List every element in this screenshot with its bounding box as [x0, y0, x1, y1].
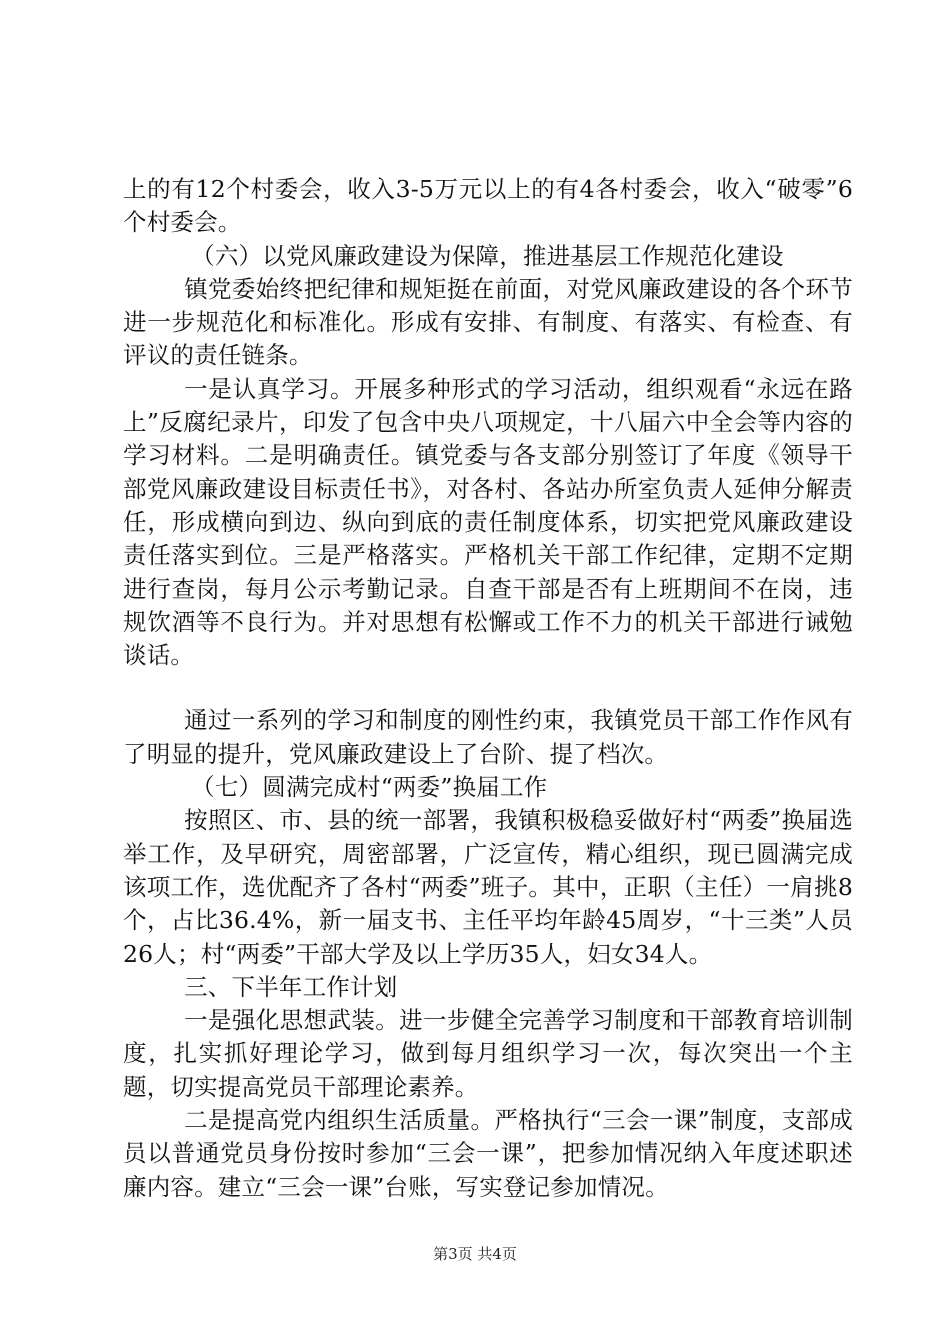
- paragraph-income-stats: 上的有12个村委会，收入3-5万元以上的有4各村委会，收入“破零”6个村委会。: [123, 175, 853, 237]
- paragraph-election: 按照区、市、县的统一部署，我镇积极稳妥做好村“两委”换届选举工作，及早研究，周密部署，广泛宣传，精心组织，现已圆满完成该项工作，选优配齐了各村“两委”班子。其中，正职（主任）一肩挑8个，占比36.4%，新一届支书、主任平均年龄45周岁，“十三类”人员26人；村“两委”干部大学及以上学历35人，妇女34人。: [123, 806, 853, 968]
- section-heading-plan: 三、下半年工作计划: [184, 972, 398, 1001]
- paragraph-discipline: 镇党委始终把纪律和规矩挺在前面，对党风廉政建设的各个环节进一步规范化和标准化。形成有安排、有制度、有落实、有检查、有评议的责任链条。: [123, 274, 853, 370]
- page-number-footer: 第3页 共4页: [433, 1245, 517, 1263]
- document-body: [123, 173, 853, 1204]
- paragraph-results: 通过一系列的学习和制度的刚性约束，我镇党员干部工作作风有了明显的提升，党风廉政建设上了台阶、提了档次。: [123, 706, 853, 768]
- section-heading-seven: （七）圆满完成村“两委”换届工作: [191, 773, 548, 802]
- paragraph-plan-two: 二是提高党内组织生活质量。严格执行“三会一课”制度，支部成员以普通党员身份按时参加“三会一课”，把参加情况纳入年度述职述廉内容。建立“三会一课”台账，写实登记参加情况。: [123, 1106, 853, 1201]
- paragraph-gap: [123, 672, 853, 704]
- section-heading-six: （六）以党风廉政建设为保障，推进基层工作规范化建设: [191, 241, 784, 270]
- paragraph-plan-one: 一是强化思想武装。进一步健全完善学习制度和干部教育培训制度，扎实抓好理论学习，做到每月组织学习一次，每次突出一个主题，切实提高党员干部理论素养。: [123, 1006, 853, 1101]
- paragraph-study-responsibility: 一是认真学习。开展多种形式的学习活动，组织观看“永远在路上”反腐纪录片，印发了包含中央八项规定，十八届六中全会等内容的学习材料。二是明确责任。镇党委与各支部分别签订了年度《领导干部党风廉政建设目标责任书》，对各村、各站办所室负责人延伸分解责任，形成横向到边、纵向到底的责任制度体系，切实把党风廉政建设责任落实到位。三是严格落实。严格机关干部工作纪律，定期不定期进行查岗，每月公示考勤记录。自查干部是否有上班期间不在岗，违规饮酒等不良行为。并对思想有松懈或工作不力的机关干部进行诫勉谈话。: [123, 374, 853, 670]
